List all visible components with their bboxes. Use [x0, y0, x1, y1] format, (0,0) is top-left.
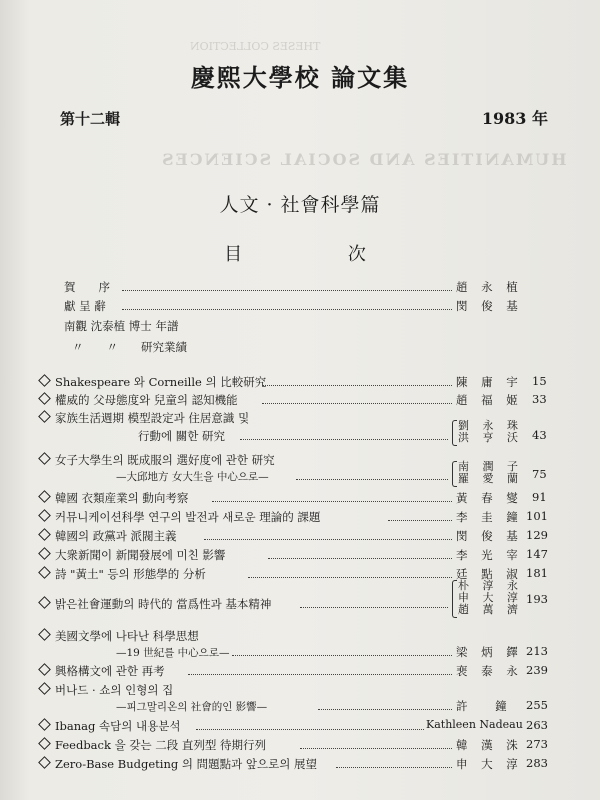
author-brace — [452, 580, 457, 618]
leader-dots — [196, 729, 424, 730]
author-brace — [452, 461, 457, 487]
toc-entry-title: Zero-Base Budgeting 의 問題點과 앞으로의 展望 — [40, 756, 317, 772]
toc-entry-subtitle: —大邱地方 女大生을 中心으로— — [116, 471, 269, 483]
toc-entry-author: 廷 點 淑 — [456, 567, 523, 581]
toc-entry-author: 陳 庸 宇 — [456, 375, 523, 389]
bleed-through-decoration: THESES COLLECTION — [190, 40, 321, 53]
diamond-bullet-icon — [38, 663, 51, 676]
leader-dots — [336, 767, 452, 768]
leader-dots — [268, 558, 452, 559]
diamond-bullet-icon — [38, 509, 51, 522]
toc-front-title: 獻 呈 辭 — [64, 299, 106, 313]
toc-entry-author: 李 光 宰 — [456, 548, 523, 562]
toc-entry-authors: 朴 淳 永 申 大 淳 趙 萬 濟 — [458, 579, 523, 616]
leader-dots — [262, 403, 452, 404]
toc-entry-title: Ibanag 속담의 내용분석 — [40, 718, 180, 734]
toc-entry-author: Kathleen Nadeau — [426, 718, 523, 731]
toc-entry-title: 詩 "黃土" 등의 形態學的 分析 — [40, 566, 206, 582]
toc-entry-page: 193 — [526, 592, 548, 606]
diamond-bullet-icon — [38, 392, 51, 405]
diamond-bullet-icon — [38, 528, 51, 541]
diamond-bullet-icon — [38, 547, 51, 560]
leader-dots — [240, 439, 448, 440]
toc-front-author: 趙 永 植 — [456, 280, 523, 294]
journal-title: 慶熙大學校 論文集 — [190, 63, 410, 92]
toc-entry-title: 美國文學에 나타난 科學思想 — [40, 628, 199, 644]
toc-entry-page: 273 — [526, 737, 548, 751]
toc-entry-author: 李 圭 鐘 — [456, 510, 523, 524]
toc-front-title: 南觀 沈泰植 博士 年譜 — [64, 319, 179, 333]
toc-entry-page: 239 — [526, 663, 548, 677]
toc-entry-author: 韓 漢 洙 — [456, 738, 523, 752]
toc-entry-page: 101 — [526, 509, 548, 523]
toc-entry-author: 閔 俊 基 — [456, 529, 523, 543]
issue-number: 第十二輯 — [60, 110, 121, 128]
leader-dots — [122, 290, 452, 291]
toc-entry-title: 權威的 父母態度와 兒童의 認知機能 — [40, 392, 238, 408]
leader-dots — [204, 539, 452, 540]
leader-dots — [122, 309, 452, 310]
toc-entry-authors: 南 潤 子 羅 愛 蘭 — [458, 460, 523, 485]
toc-entry-author: 許 鐘 — [456, 699, 519, 713]
toc-entry-page: 255 — [526, 698, 548, 712]
toc-entry-page: 15 — [532, 374, 547, 388]
toc-entry-title: 버나드 · 쇼의 인형의 집 — [40, 682, 173, 698]
leader-dots — [248, 577, 452, 578]
toc-entry-title-continued: 行動에 關한 研究 — [138, 429, 226, 443]
toc-entry-page: 129 — [526, 528, 548, 542]
toc-entry-author: 申 大 淳 — [456, 757, 523, 771]
toc-entry-page: 283 — [526, 756, 548, 770]
toc-entry-page: 213 — [526, 644, 548, 658]
toc-entry-title: 家族生活週期 模型設定과 住居意識 및 — [40, 410, 249, 426]
diamond-bullet-icon — [38, 452, 51, 465]
toc-entry-page: 147 — [526, 547, 548, 561]
leader-dots — [262, 385, 452, 386]
toc-front-author: 閔 俊 基 — [456, 299, 523, 313]
toc-entry-author: 黃 春 燮 — [456, 491, 523, 505]
bleed-through-decoration: HUMANITIES AND SOCIAL SCIENCES — [160, 150, 567, 169]
publication-year: 1983 年 — [481, 109, 548, 128]
toc-entry-page: 263 — [526, 718, 548, 732]
toc-front-title: 賀 序 — [64, 280, 110, 294]
toc-entry-title: 커뮤니케이션科學 연구의 발전과 새로운 理論的 課題 — [40, 509, 320, 525]
toc-entry-title: 興格構文에 관한 再考 — [40, 663, 165, 679]
toc-entry-title: 밝은社會運動의 時代的 當爲性과 基本精神 — [40, 596, 271, 612]
toc-entry-author: 趙 福 姬 — [456, 393, 523, 407]
toc-entry-page: 75 — [532, 467, 547, 481]
diamond-bullet-icon — [38, 682, 51, 695]
leader-dots — [188, 674, 452, 675]
author-brace — [452, 420, 457, 446]
toc-entry-page: 43 — [532, 428, 547, 442]
diamond-bullet-icon — [38, 596, 51, 609]
toc-front-title: 〃 〃 研究業績 — [72, 340, 187, 354]
toc-entry-subtitle: —피그말리온의 社會的인 影響— — [116, 701, 268, 713]
toc-entry-title: 韓國의 政黨과 派閥主義 — [40, 528, 177, 544]
toc-entry-title: 女子大學生의 既成服의 選好度에 관한 研究 — [40, 452, 275, 468]
toc-heading: 目 次 — [224, 244, 416, 265]
leader-dots — [300, 607, 448, 608]
diamond-bullet-icon — [38, 566, 51, 579]
leader-dots — [296, 479, 448, 480]
leader-dots — [232, 655, 452, 656]
diamond-bullet-icon — [38, 718, 51, 731]
diamond-bullet-icon — [38, 374, 51, 387]
diamond-bullet-icon — [38, 628, 51, 641]
toc-entry-authors: 劉 永 珠 洪 亨 沃 — [458, 419, 523, 444]
toc-entry-title: 韓國 衣類産業의 動向考察 — [40, 490, 188, 506]
toc-entry-title: Shakespeare 와 Corneille 의 比較研究 — [40, 374, 266, 390]
toc-entry-page: 33 — [532, 392, 547, 406]
toc-entry-title: Feedback 을 갖는 二段 直列型 待期行列 — [40, 737, 266, 753]
toc-entry-page: 181 — [526, 566, 548, 580]
diamond-bullet-icon — [38, 737, 51, 750]
toc-entry-page: 91 — [532, 490, 547, 504]
diamond-bullet-icon — [38, 756, 51, 769]
diamond-bullet-icon — [38, 410, 51, 423]
leader-dots — [212, 501, 452, 502]
toc-entry-title: 大衆新聞이 新聞發展에 미친 影響 — [40, 547, 225, 563]
leader-dots — [300, 748, 452, 749]
section-title: 人文 · 社會科學篇 — [219, 194, 381, 216]
toc-entry-author: 梁 炳 鐸 — [456, 645, 523, 659]
toc-entry-subtitle: —19 世紀를 中心으로— — [116, 647, 230, 659]
toc-entry-author: 裵 泰 永 — [456, 664, 523, 678]
diamond-bullet-icon — [38, 490, 51, 503]
leader-dots — [318, 709, 452, 710]
leader-dots — [388, 520, 452, 521]
